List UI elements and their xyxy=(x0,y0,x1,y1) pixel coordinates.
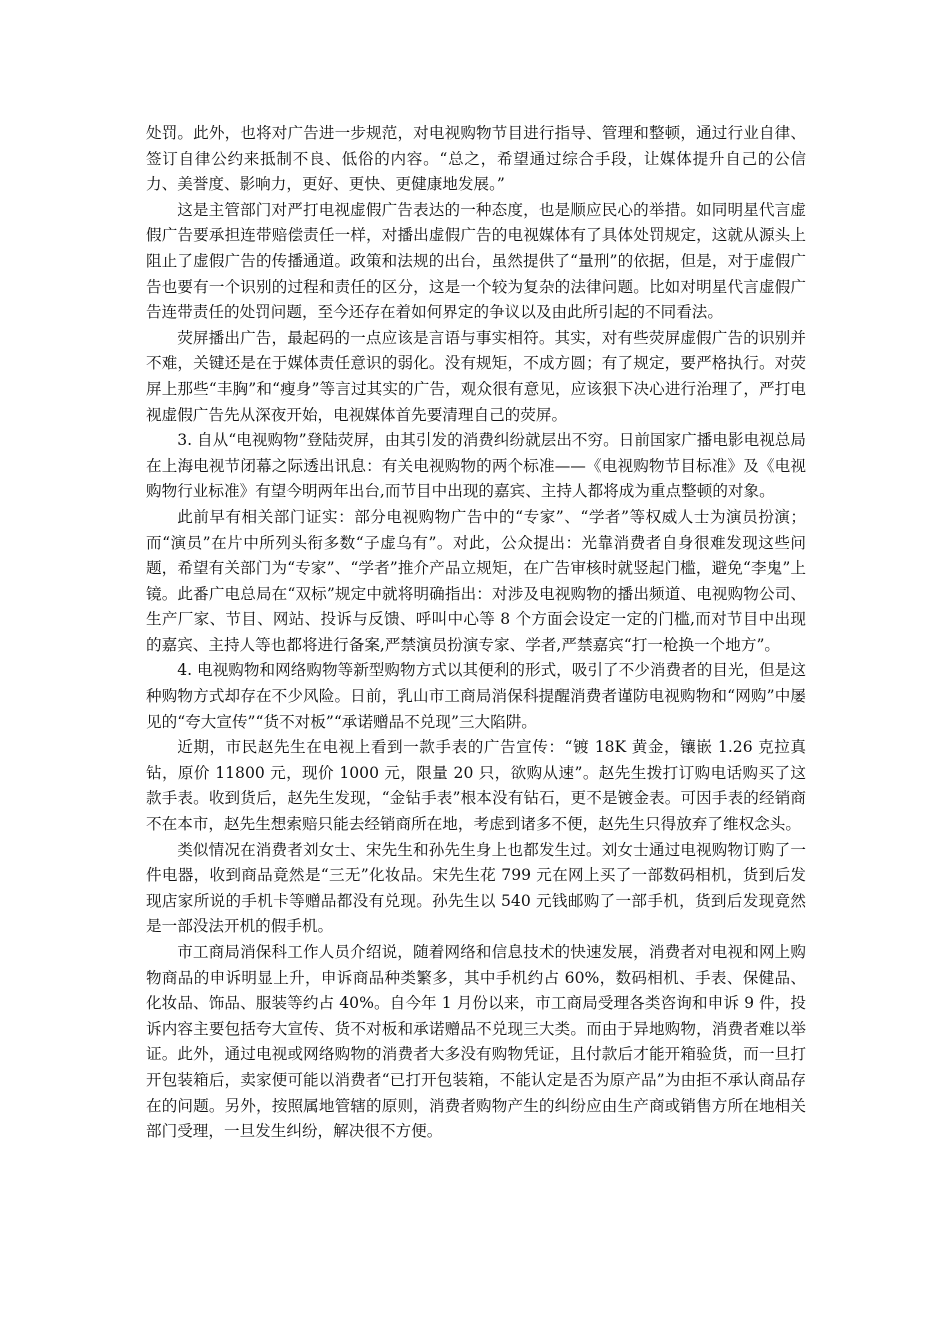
paragraph-1: 处罚。此外，也将对广告进一步规范，对电视购物节目进行指导、管理和整顿，通过行业自律、签订自律公约来抵制不良、低俗的内容。“总之，希望通过综合手段，让媒体提升自己的公信力、美誉度、影响力，更好、更快、更健康地发展。” xyxy=(146,124,806,194)
document-body xyxy=(146,121,806,1145)
paragraph-6: 4. 电视购物和网络购物等新型购物方式以其便利的形式，吸引了不少消费者的目光，但是这种购物方式却存在不少风险。日前，乳山市工商局消保科提醒消费者谨防电视购物和“网购”中屡见的“夸大宣传”“货不对板”“承诺赠品不兑现”三大陷阱。 xyxy=(146,661,806,731)
paragraph-5: 此前早有相关部门证实：部分电视购物广告中的“专家”、“学者”等权威人士为演员扮演；而“演员”在片中所列头衔多数“子虚乌有”。对此，公众提出：光靠消费者自身很难发现这些问题，希望有关部门为“专家”、“学者”推介产品立规矩，在广告审核时就竖起门槛，避免“李鬼”上镜。此番广电总局在“双标”规定中就将明确指出：对涉及电视购物的播出频道、电视购物公司、生产厂家、节目、网站、投诉与反馈、呼叫中心等 8 个方面会设定一定的门槛,而对节目中出现的嘉宾、主持人等也都将进行备案,严禁演员扮演专家、学者,严禁嘉宾“打一枪换一个地方”。 xyxy=(146,507,806,654)
paragraph-8: 类似情况在消费者刘女士、宋先生和孙先生身上也都发生过。刘女士通过电视购物订购了一件电器，收到商品竟然是“三无”化妆品。宋先生花 799 元在网上买了一部数码相机，货到后发现店家所说的手机卡等赠品都没有兑现。孙先生以 540 元钱邮购了一部手机，货到后发现竟然是一部没法开机的假手机。 xyxy=(146,840,806,936)
paragraph-9: 市工商局消保科工作人员介绍说，随着网络和信息技术的快速发展，消费者对电视和网上购物商品的申诉明显上升，申诉商品种类繁多，其中手机约占 60%，数码相机、手表、保健品、化妆品、饰品、服装等约占 40%。自今年 1 月份以来，市工商局受理各类咨询和申诉 9 件，投诉内容主要包括夸大宣传、货不对板和承诺赠品不兑现三大类。而由于异地购物，消费者难以举证。此外，通过电视或网络购物的消费者大多没有购物凭证，且付款后才能开箱验货，而一旦打开包装箱后，卖家便可能以消费者“已打开包装箱，不能认定是否为原产品”为由拒不承认商品存在的问题。另外，按照属地管辖的原则，消费者购物产生的纠纷应由生产商或销售方所在地相关部门受理，一旦发生纠纷，解决很不方便。 xyxy=(146,943,806,1141)
paragraph-2: 这是主管部门对严打电视虚假广告表达的一种态度，也是顺应民心的举措。如同明星代言虚假广告要承担连带赔偿责任一样，对播出虚假广告的电视媒体有了具体处罚规定，这就从源头上阻止了虚假广告的传播通道。政策和法规的出台，虽然提供了“量刑”的依据，但是，对于虚假广告也要有一个识别的过程和责任的区分，这是一个较为复杂的法律问题。比如对明星代言虚假广告连带责任的处罚问题，至今还存在着如何界定的争议以及由此所引起的不同看法。 xyxy=(146,200,806,322)
paragraph-4: 3. 自从“电视购物”登陆荧屏，由其引发的消费纠纷就层出不穷。日前国家广播电影电视总局在上海电视节闭幕之际透出讯息：有关电视购物的两个标准——《电视购物节目标准》及《电视购物行业标准》有望今明两年出台,而节目中出现的嘉宾、主持人都将成为重点整顿的对象。 xyxy=(146,431,806,501)
paragraph-3: 荧屏播出广告，最起码的一点应该是言语与事实相符。其实，对有些荧屏虚假广告的识别并不难，关键还是在于媒体责任意识的弱化。没有规矩，不成方圆；有了规定，要严格执行。对荧屏上那些“丰胸”和“瘦身”等言过其实的广告，观众很有意见，应该狠下决心进行治理了，严打电视虚假广告先从深夜开始，电视媒体首先要清理自己的荧屏。 xyxy=(146,328,806,424)
paragraph-7: 近期，市民赵先生在电视上看到一款手表的广告宣传：“镀 18K 黄金，镶嵌 1.26 克拉真钻，原价 11800 元，现价 1000 元，限量 20 只，欲购从速”。赵先生拨打订购电话购买了这款手表。收到货后，赵先生发现，“金钻手表”根本没有钻石，更不是镀金表。可因手表的经销商不在本市，赵先生想索赔只能去经销商所在地，考虑到诸多不便，赵先生只得放弃了维权念头。 xyxy=(146,738,806,834)
